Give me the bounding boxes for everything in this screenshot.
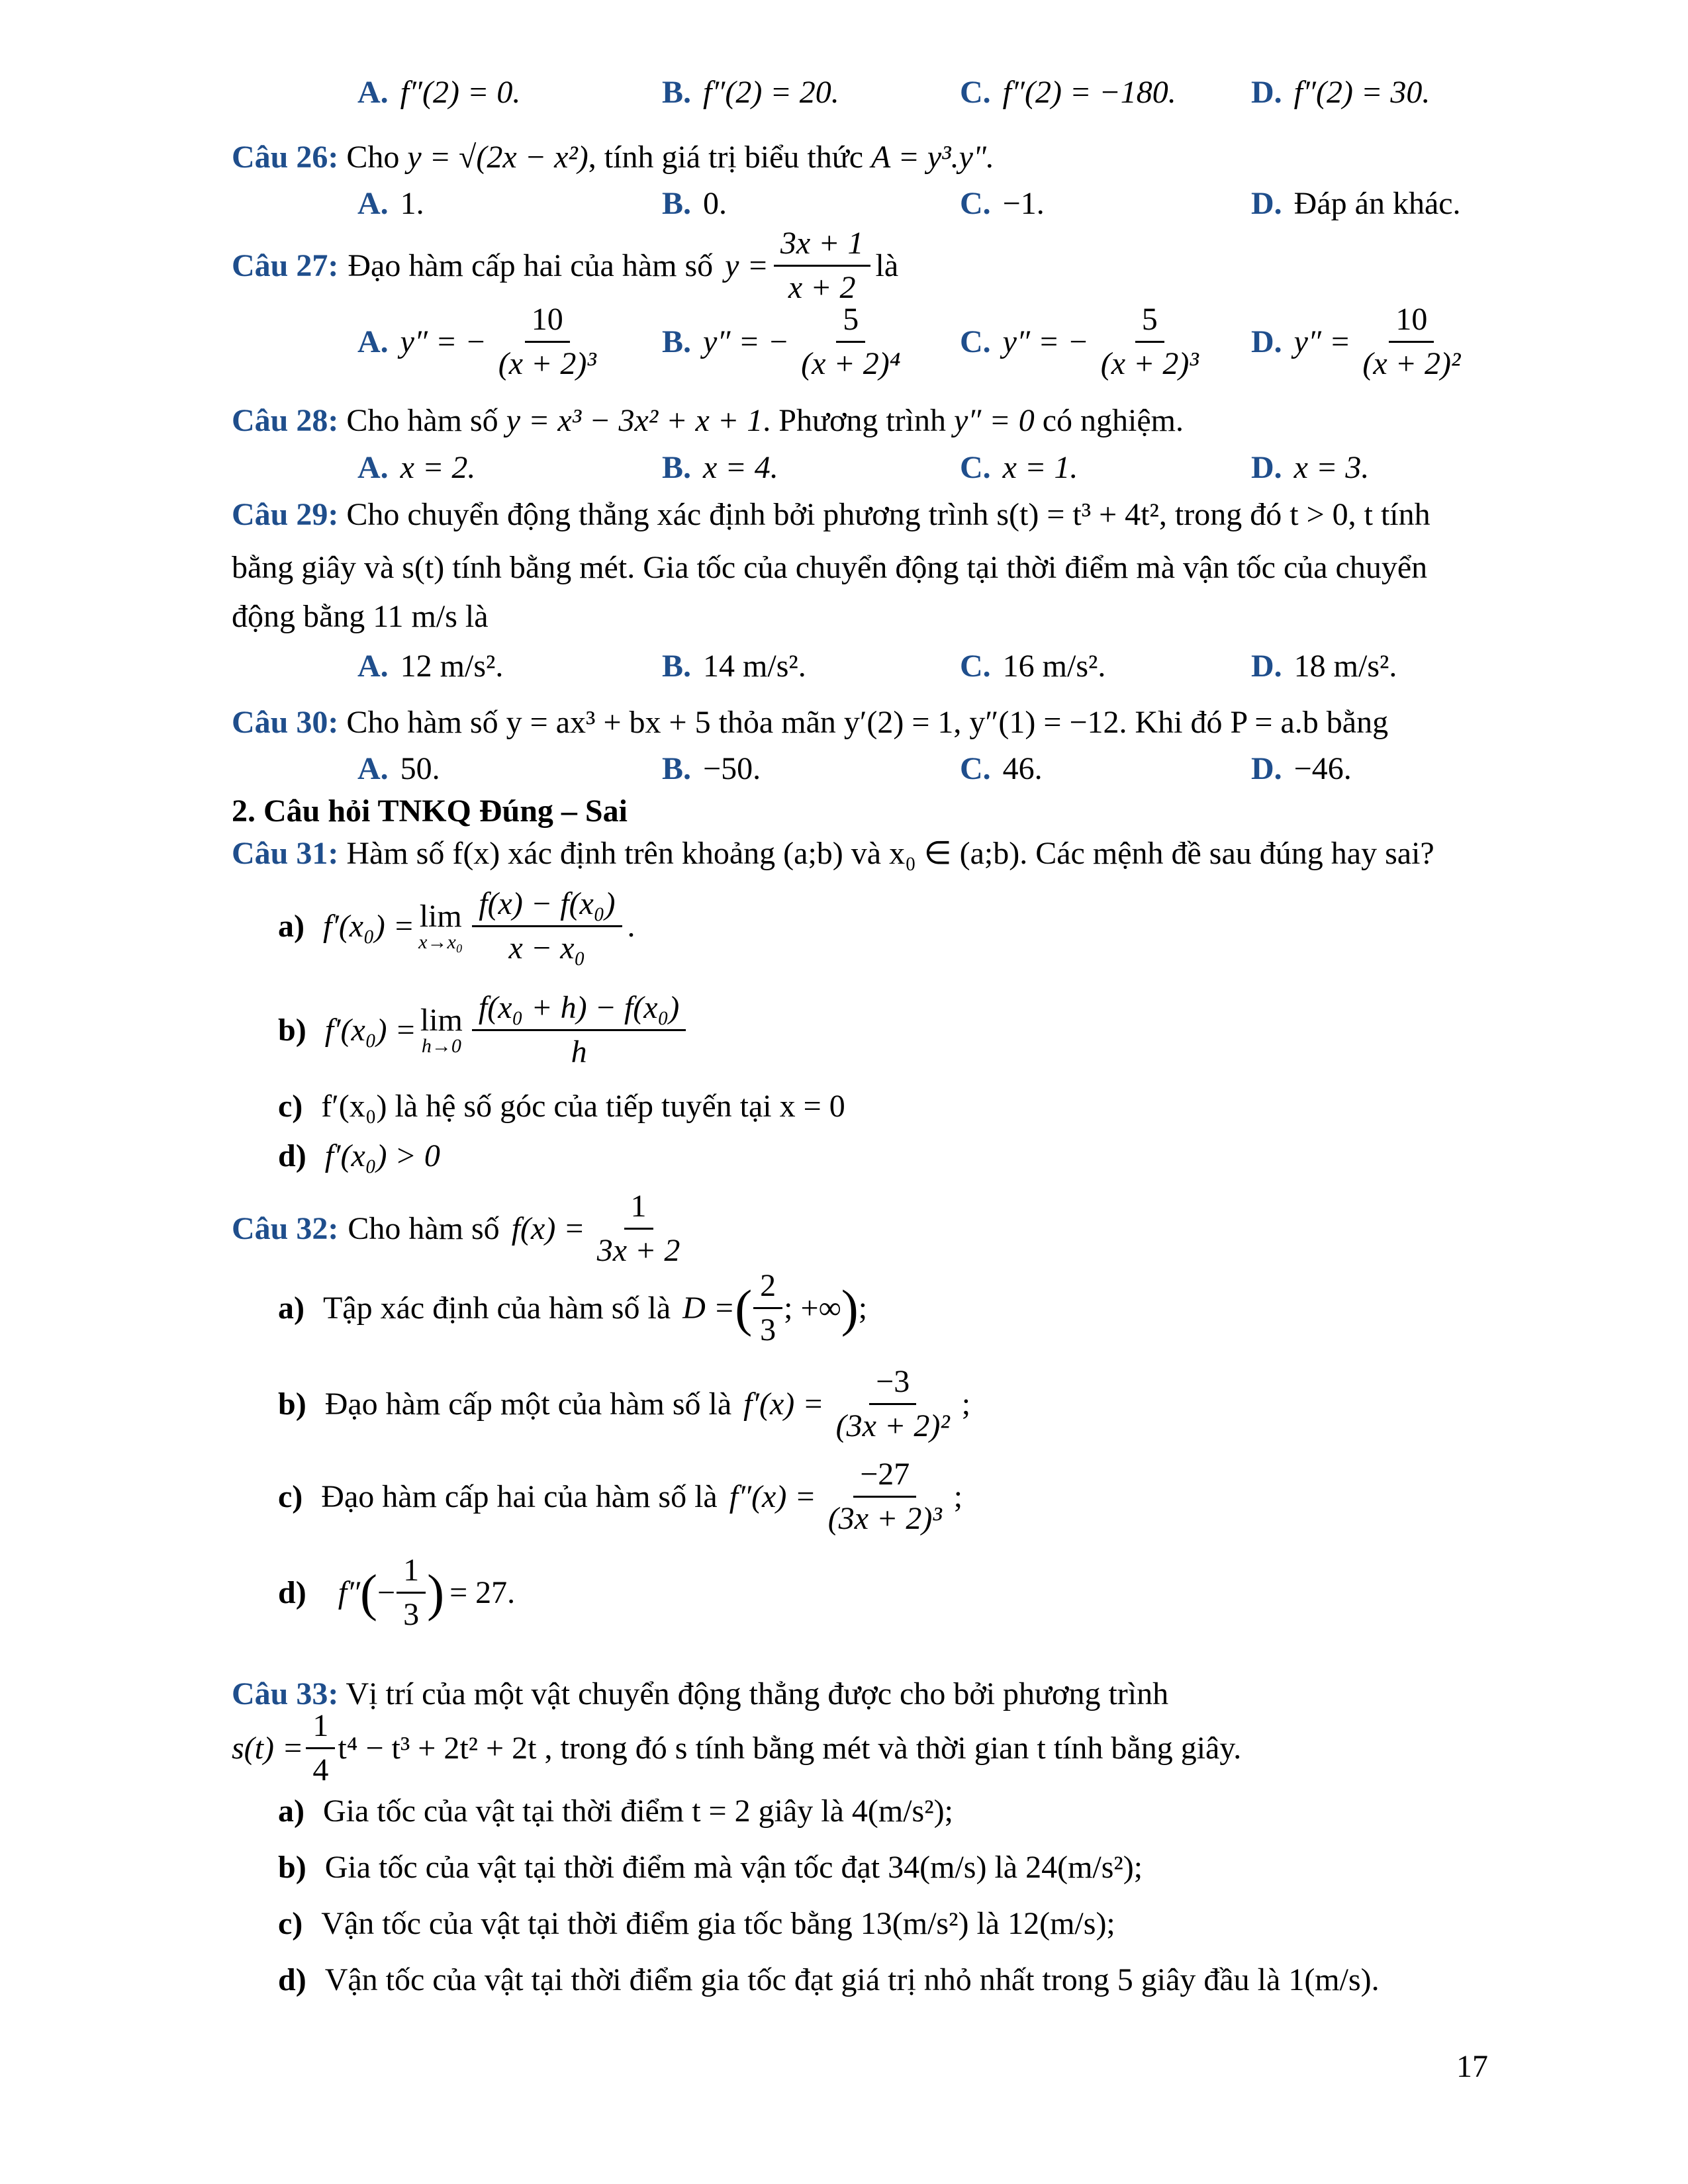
option-d: D. −46. bbox=[1251, 751, 1352, 786]
fraction: $\frac{3x + 1}{x + 2}$ bbox=[774, 225, 870, 306]
option-b: B. y″ = − $\frac{5}{\text{(x + 2)⁴}}$ bbox=[662, 302, 901, 381]
option-a: A. 50. bbox=[357, 751, 440, 786]
option-d: D. f″(2) = 30. bbox=[1251, 75, 1430, 110]
option-a: A. 1. bbox=[357, 186, 424, 221]
statement-a: a) Tập xác định của hàm số là D = ( $\frac{2}{3}$ ; +∞ ) ; bbox=[278, 1268, 868, 1347]
option-b: B. −50. bbox=[662, 751, 761, 786]
statement-b: b) Gia tốc của vật tại thời điểm mà vận tốc đạt 34(m/s) là 24(m/s²); bbox=[278, 1850, 1143, 1885]
option-b: B. f″(2) = 20. bbox=[662, 75, 839, 110]
question-label: Câu 26: bbox=[232, 140, 339, 175]
option-c: C. x = 1. bbox=[960, 450, 1078, 485]
question-28: Câu 28: Cho hàm số y = x³ − 3x² + x + 1. Phương trình y″ = 0 có nghiệm. bbox=[232, 403, 1184, 438]
option-b: B. 0. bbox=[662, 186, 727, 221]
section-heading: 2. Câu hỏi TNKQ Đúng – Sai bbox=[232, 794, 628, 829]
question-33-line2: s(t) = $\frac{1}{4}$ t⁴ − t³ + 2t² + 2t , trong đó s tính bằng mét và thời gian t tính bằng giây. bbox=[232, 1708, 1242, 1788]
q27-options bbox=[357, 301, 1483, 387]
option-c: C. f″(2) = −180. bbox=[960, 75, 1176, 110]
statement-d: d) f′(x₀) > 0 bbox=[278, 1138, 440, 1173]
statement-a: a) Gia tốc của vật tại thời điểm t = 2 giây là 4(m/s²); bbox=[278, 1794, 953, 1829]
question-32: Câu 32: Cho hàm số f(x) = $\frac{1}{3x + 2}$ bbox=[232, 1189, 680, 1268]
page-number: 17 bbox=[1456, 2049, 1488, 2084]
option-c: C. 16 m/s². bbox=[960, 649, 1106, 684]
option-a: A. f″(2) = 0. bbox=[357, 75, 521, 110]
option-a: A. x = 2. bbox=[357, 450, 476, 485]
question-30: Câu 30: Cho hàm số y = ax³ + bx + 5 thỏa mãn y′(2) = 1, y″(1) = −12. Khi đó P = a.b bằng bbox=[232, 705, 1389, 740]
option-a: A. 12 m/s². bbox=[357, 649, 504, 684]
option-c: C. −1. bbox=[960, 186, 1045, 221]
option-c: C. 46. bbox=[960, 751, 1043, 786]
question-26: Câu 26: Cho y = √(2x − x²), tính giá trị biểu thức A = y³.y". bbox=[232, 140, 995, 175]
option-d: D. x = 3. bbox=[1251, 450, 1370, 485]
statement-d: d) Vận tốc của vật tại thời điểm gia tốc đạt giá trị nhỏ nhất trong 5 giây đầu là 1(m/s). bbox=[278, 1962, 1380, 1997]
option-a: A. y″ = − $\frac{10}{\text{(x + 2)³}}$ bbox=[357, 302, 596, 381]
statement-c: c) f′(x₀) là hệ số góc của tiếp tuyến tại x = 0 bbox=[278, 1089, 845, 1124]
option-c: C. y″ = − $\frac{5}{\text{(x + 2)³}}$ bbox=[960, 302, 1199, 381]
question-29-line2: bằng giây và s(t) tính bằng mét. Gia tốc của chuyển động tại thời điểm mà vận tốc của chuyển bbox=[232, 550, 1428, 585]
question-33: Câu 33: Vị trí của một vật chuyển động thẳng được cho bởi phương trình bbox=[232, 1676, 1169, 1711]
question-29-line3: động bằng 11 m/s là bbox=[232, 599, 489, 634]
option-d: D. y″ = $\frac{10}{\text{(x + 2)²}}$ bbox=[1251, 302, 1461, 381]
statement-b: b) f′(x₀) = lim h→0 $\frac{\text{f(x₀ + h) − f(x₀)}}{h}$ bbox=[278, 989, 691, 1071]
statement-c: c) Vận tốc của vật tại thời điểm gia tốc bằng 13(m/s²) là 12(m/s); bbox=[278, 1906, 1115, 1941]
statement-d: d) f″ ( − $\frac{1}{3}$ ) = 27. bbox=[278, 1553, 516, 1632]
statement-a: a) f′(x₀) = lim x→x₀ $\frac{\text{f(x) − f(x₀)}}{\text{x − x₀}}$ . bbox=[278, 886, 635, 966]
option-d: D. 18 m/s². bbox=[1251, 649, 1397, 684]
statement-b: b) Đạo hàm cấp một của hàm số là f′(x) = $\frac{-3}{\text{(3x + 2)²}}$ ; bbox=[278, 1364, 971, 1443]
question-31: Câu 31: Hàm số f(x) xác định trên khoảng (a;b) và x₀ ∈ (a;b). Các mệnh đề sau đúng hay sai? bbox=[232, 836, 1434, 871]
statement-c: c) Đạo hàm cấp hai của hàm số là f″(x) = $\frac{-27}{\text{(3x + 2)³}}$ ; bbox=[278, 1457, 963, 1536]
question-29: Câu 29: Cho chuyển động thẳng xác định bởi phương trình s(t) = t³ + 4t², trong đó t > 0, t tính bbox=[232, 497, 1430, 532]
question-27: Câu 27: Đạo hàm cấp hai của hàm số y = $\frac{3x + 1}{x + 2}$ là bbox=[232, 226, 899, 305]
option-d: D. Đáp án khác. bbox=[1251, 186, 1461, 221]
option-b: B. 14 m/s². bbox=[662, 649, 806, 684]
option-b: B. x = 4. bbox=[662, 450, 778, 485]
